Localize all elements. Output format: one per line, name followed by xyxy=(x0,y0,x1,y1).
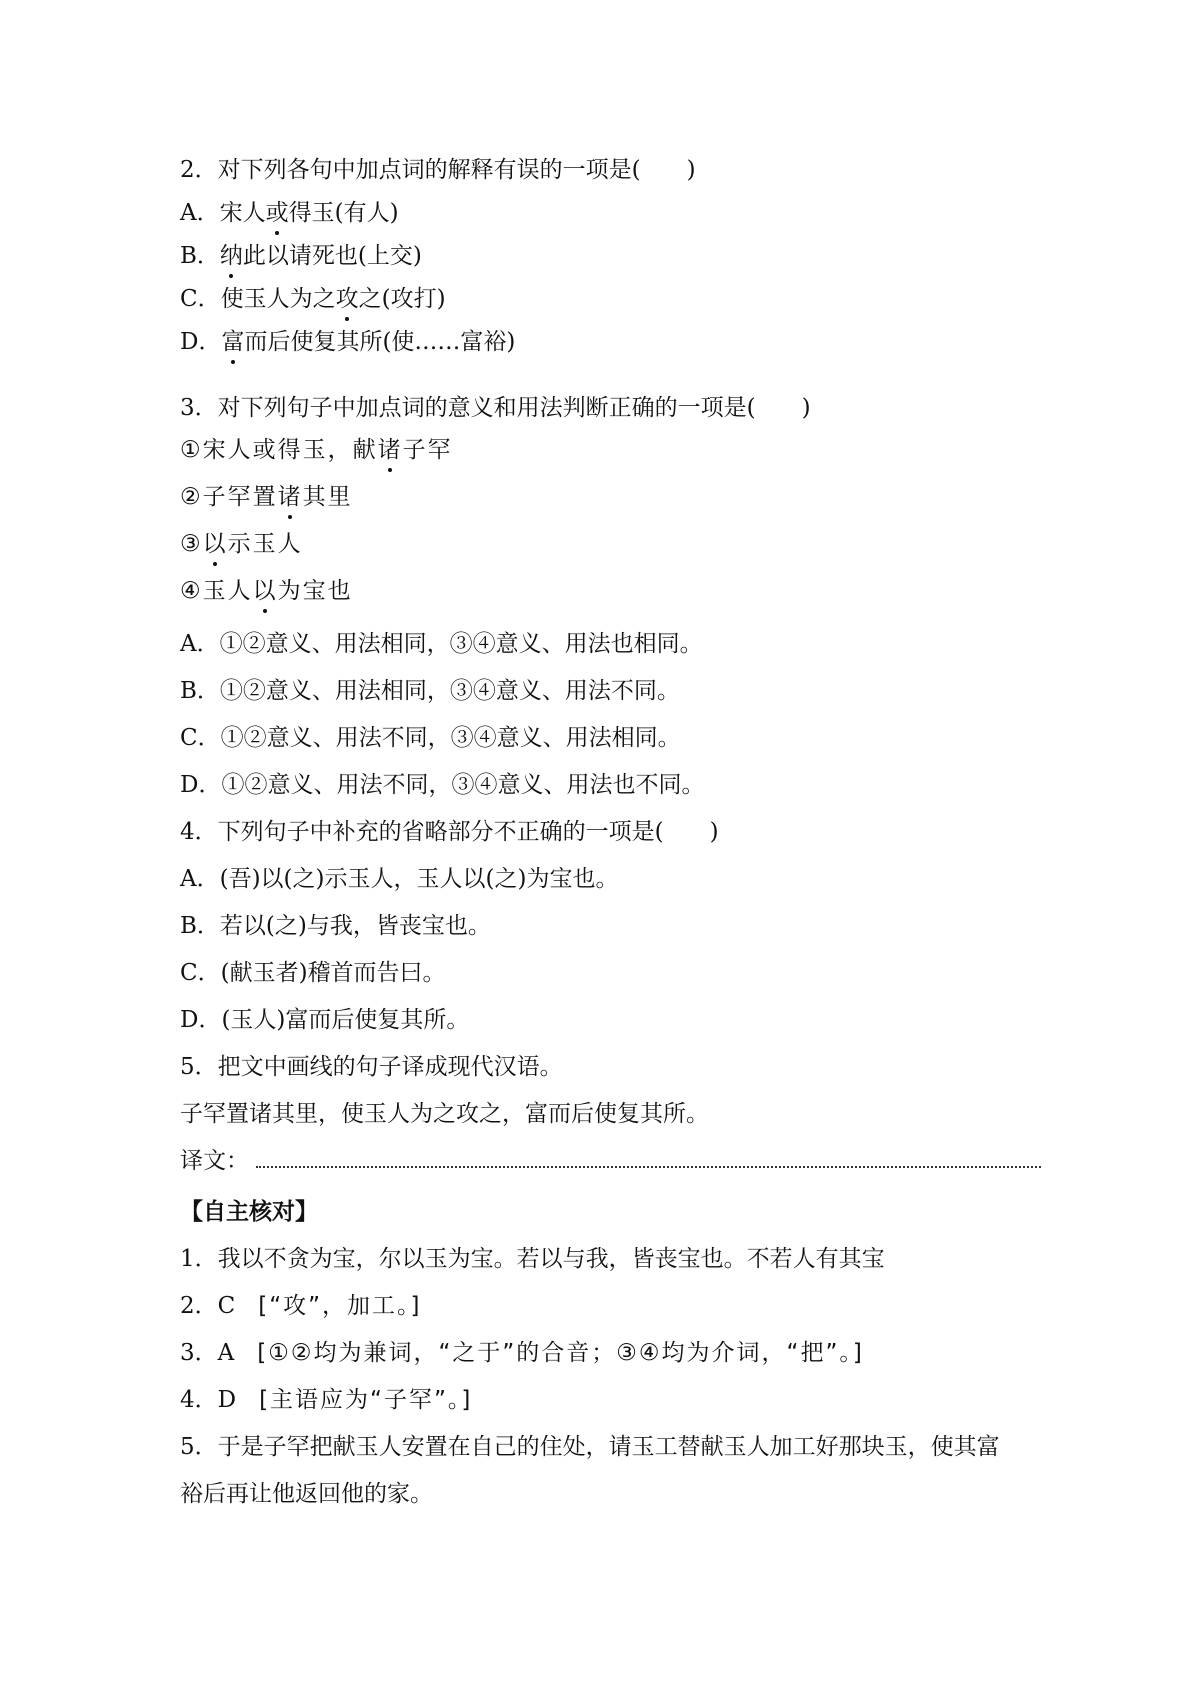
answer-5-line-2: 裕后再让他返回他的家。 xyxy=(180,1481,433,1507)
answer-3 xyxy=(180,1338,864,1368)
question-4-option-d: D．(玉人)富而后使复其所。 xyxy=(180,1007,470,1033)
question-2-option-c xyxy=(180,284,446,314)
question-3-sentence-1 xyxy=(180,435,453,465)
sentence-text: 其里 xyxy=(302,484,353,510)
question-3-sentence-2 xyxy=(180,482,353,512)
dotted-word: 富 xyxy=(221,329,245,355)
question-3-option-a: A．①②意义、用法相同，③④意义、用法也相同。 xyxy=(180,631,703,657)
question-3-option-c: C．①②意义、用法不同，③④意义、用法相同。 xyxy=(180,725,681,751)
question-2-option-d xyxy=(180,327,515,357)
dotted-word: 以 xyxy=(252,578,278,604)
answer-number: 3．A xyxy=(180,1340,258,1366)
option-text: 得玉(有人) xyxy=(288,200,399,226)
sentence-text: 为宝也 xyxy=(277,578,353,604)
question-4-option-a: A．(吾)以(之)示玉人，玉人以(之)为宝也。 xyxy=(180,866,619,892)
answer-1: 1．我以不贪为宝，尔以玉为宝。若以与我，皆丧宝也。不若人有其宝 xyxy=(180,1246,885,1272)
answer-number: 2．C xyxy=(180,1293,259,1319)
dotted-word: 攻 xyxy=(335,286,359,312)
question-4-option-c: C．(献玉者)稽首而告曰。 xyxy=(180,960,446,986)
translation-label: 译文： xyxy=(180,1148,249,1174)
option-text: 之(攻打) xyxy=(358,286,446,312)
answer-note: [“攻”，加工。] xyxy=(258,1293,422,1319)
translation-row xyxy=(180,1146,1040,1176)
sentence-text: 示玉人 xyxy=(227,531,303,557)
question-2-stem: 2．对下列各句中加点词的解释有误的一项是( ) xyxy=(180,157,696,183)
answer-5-line-1: 5．于是子罕把献玉人安置在自己的住处，请玉工替献玉人加工好那块玉，使其富 xyxy=(180,1434,1000,1460)
question-4-stem: 4．下列句子中补充的省略部分不正确的一项是( ) xyxy=(180,819,719,845)
option-text: B． xyxy=(180,243,220,269)
answer-note: [主语应为“子罕”。] xyxy=(259,1387,473,1413)
question-3-sentence-4 xyxy=(180,576,353,606)
question-3-option-d: D．①②意义、用法不同，③④意义、用法也不同。 xyxy=(180,772,705,798)
answer-4 xyxy=(180,1385,472,1415)
option-text: C．使玉人为之 xyxy=(180,286,336,312)
sentence-text: ③ xyxy=(180,531,203,557)
question-5-stem: 5．把文中画线的句子译成现代汉语。 xyxy=(180,1054,563,1080)
dotted-word: 诸 xyxy=(377,437,403,463)
answer-2 xyxy=(180,1291,422,1321)
sentence-text: ②子罕置 xyxy=(180,484,278,510)
option-text: D． xyxy=(180,329,222,355)
question-4-option-b: B．若以(之)与我，皆丧宝也。 xyxy=(180,913,491,939)
question-2-option-a xyxy=(180,198,399,228)
answer-number: 4．D xyxy=(180,1387,260,1413)
dotted-word: 诸 xyxy=(277,484,303,510)
question-3-option-b: B．①②意义、用法相同，③④意义、用法不同。 xyxy=(180,678,680,704)
option-text: 此以请死也(上交) xyxy=(242,243,422,269)
sentence-text: ①宋人或得玉，献 xyxy=(180,437,378,463)
dotted-word: 或 xyxy=(265,200,289,226)
sentence-text: 子罕 xyxy=(402,437,453,463)
sentence-text: ④玉人 xyxy=(180,578,253,604)
translation-blank[interactable] xyxy=(256,1166,1041,1168)
question-5-sentence: 子罕置诸其里，使玉人为之攻之，富而后使复其所。 xyxy=(180,1101,709,1127)
question-3-stem: 3．对下列句子中加点词的意义和用法判断正确的一项是( ) xyxy=(180,395,811,421)
question-3-sentence-3 xyxy=(180,529,303,559)
option-text: A．宋人 xyxy=(180,200,266,226)
dotted-word: 纳 xyxy=(219,243,243,269)
dotted-word: 以 xyxy=(202,531,228,557)
answer-heading: 【自主核对】 xyxy=(180,1199,318,1225)
question-2-option-b xyxy=(180,241,422,271)
option-text: 而后使复其所(使……富裕) xyxy=(244,329,516,355)
answer-note: [①②均为兼词，“之于”的合音；③④均为介词，“把”。] xyxy=(257,1340,864,1366)
